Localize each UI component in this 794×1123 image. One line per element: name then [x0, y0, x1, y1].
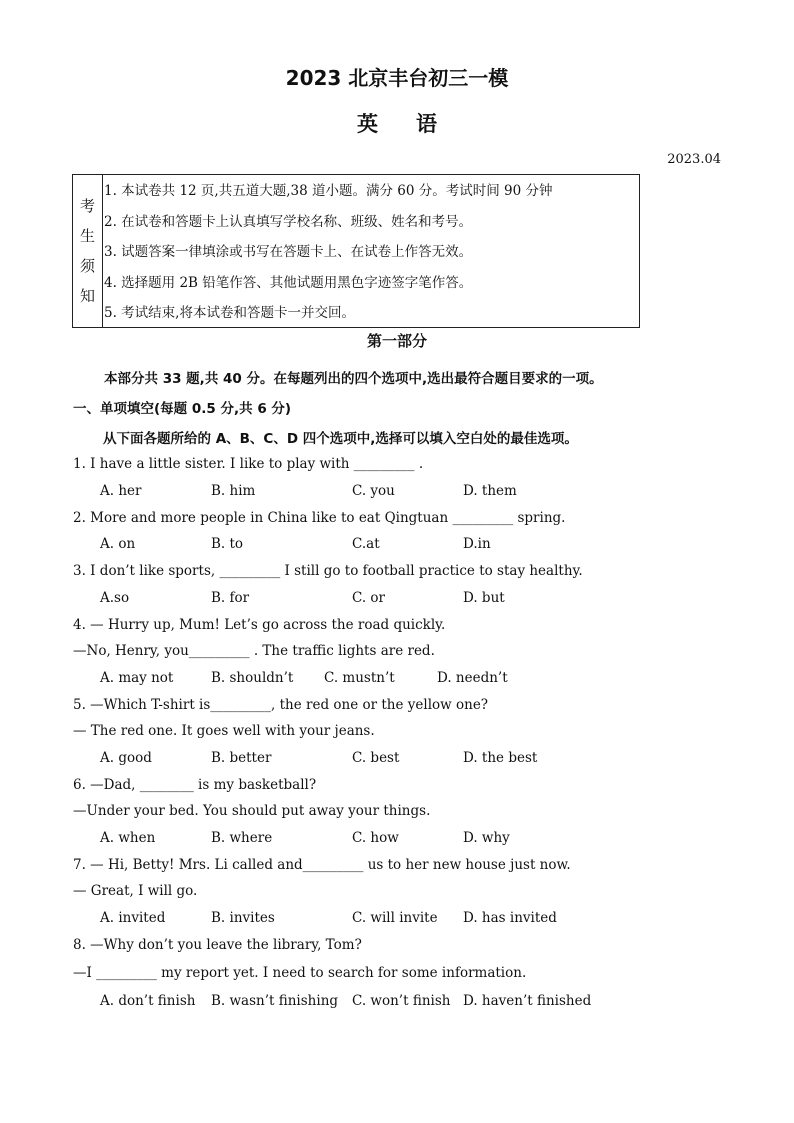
option-c: C. or: [352, 590, 386, 606]
option-a: A.so: [100, 590, 130, 606]
option-d: D. haven’t finished: [463, 993, 592, 1009]
option-c: C. best: [352, 750, 400, 766]
option-a: A. good: [100, 750, 152, 766]
section-description: 本部分共 33 题,共 40 分。在每题列出的四个选项中,选出最符合题目要求的一项。: [104, 371, 603, 387]
question-reply: —Under your bed. You should put away your things.: [73, 803, 431, 819]
option-c: C. will invite: [352, 910, 438, 926]
option-c: C. you: [352, 483, 395, 499]
option-b: B. wasn’t finishing: [211, 993, 339, 1009]
question-text: 4. — Hurry up, Mum! Let’s go across the road quickly.: [73, 617, 446, 633]
option-c: C. won’t finish: [352, 993, 451, 1009]
notice-label: 考生须知: [79, 197, 95, 305]
option-c: C. mustn’t: [324, 670, 395, 686]
subject-title: 英语: [357, 112, 475, 136]
option-c: C.at: [352, 536, 380, 552]
question-text: 2. More and more people in China like to eat Qingtuan _________ spring.: [73, 510, 566, 526]
part-instruction: 从下面各题所给的 A、B、C、D 四个选项中,选择可以填入空白处的最佳选项。: [103, 431, 578, 447]
option-a: A. when: [100, 830, 156, 846]
option-b: B. better: [211, 750, 272, 766]
option-d: D. them: [463, 483, 517, 499]
question-reply: —No, Henry, you_________ . The traffic lights are red.: [73, 643, 435, 659]
option-b: B. invites: [211, 910, 275, 926]
option-d: D. the best: [463, 750, 538, 766]
question-reply: — Great, I will go.: [73, 883, 198, 899]
exam-date: 2023.04: [667, 152, 721, 167]
option-c: C. how: [352, 830, 399, 846]
option-b: B. for: [211, 590, 250, 606]
question-text: 1. I have a little sister. I like to play with _________ .: [73, 456, 424, 472]
notice-item: 4. 选择题用 2B 铅笔作答、其他试题用黑色字迹签字笔作答。: [104, 275, 473, 291]
option-a: A. don’t finish: [100, 993, 196, 1009]
notice-label-cell: [73, 175, 103, 327]
option-d: D. has invited: [463, 910, 557, 926]
option-a: A. her: [100, 483, 142, 499]
option-d: D.in: [463, 536, 491, 552]
option-a: A. may not: [100, 670, 174, 686]
question-reply: —I _________ my report yet. I need to search for some information.: [73, 965, 527, 981]
notice-item: 5. 考试结束,将本试卷和答题卡一并交回。: [104, 305, 355, 321]
notice-box: [72, 174, 640, 328]
question-text: 8. —Why don’t you leave the library, Tom?: [73, 937, 362, 953]
option-b: B. to: [211, 536, 244, 552]
option-b: B. where: [211, 830, 273, 846]
question-reply: — The red one. It goes well with your jeans.: [73, 723, 375, 739]
option-b: B. shouldn’t: [211, 670, 294, 686]
option-d: D. but: [463, 590, 505, 606]
part-heading: 一、单项填空(每题 0.5 分,共 6 分): [73, 401, 292, 417]
option-d: D. why: [463, 830, 510, 846]
question-text: 3. I don’t like sports, _________ I still go to football practice to stay healthy.: [73, 563, 583, 579]
option-b: B. him: [211, 483, 256, 499]
option-a: A. on: [100, 536, 136, 552]
notice-item: 2. 在试卷和答题卡上认真填写学校名称、班级、姓名和考号。: [104, 214, 473, 230]
option-d: D. needn’t: [437, 670, 508, 686]
question-text: 5. —Which T-shirt is_________, the red one or the yellow one?: [73, 697, 489, 713]
question-text: 7. — Hi, Betty! Mrs. Li called and_________ us to her new house just now.: [73, 857, 571, 873]
page-title: 2023 北京丰台初三一模: [285, 66, 509, 90]
question-text: 6. —Dad, ________ is my basketball?: [73, 777, 317, 793]
section-heading: 第一部分: [366, 332, 427, 350]
notice-item: 3. 试题答案一律填涂或书写在答题卡上、在试卷上作答无效。: [104, 244, 473, 260]
option-a: A. invited: [100, 910, 166, 926]
notice-item: 1. 本试卷共 12 页,共五道大题,38 道小题。满分 60 分。考试时间 90 分钟: [104, 183, 553, 199]
